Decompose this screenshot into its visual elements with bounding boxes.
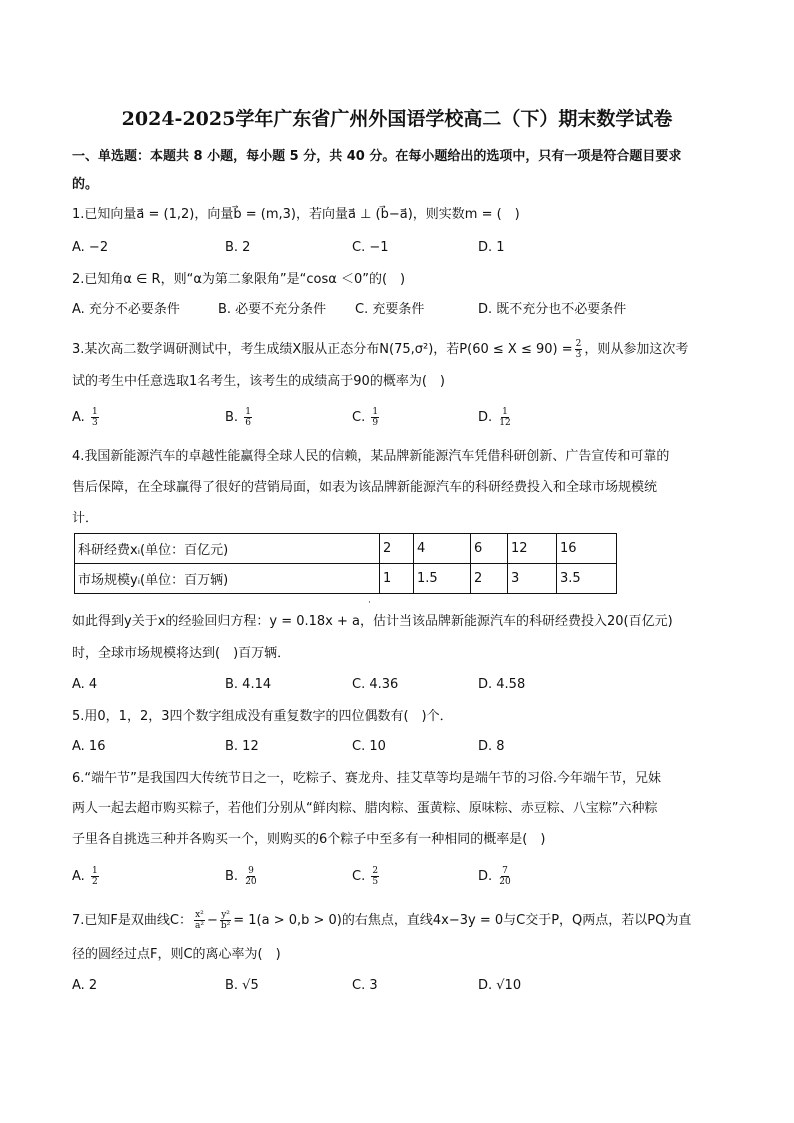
fraction-numerator: 7 — [502, 866, 508, 876]
fraction-denominator: 20 — [245, 877, 257, 887]
minus-sign: − — [206, 913, 218, 928]
question-4-text-line2: 售后保障，在全球赢得了很好的营销局面，如表为该品牌新能源汽车的科研经费投入和全球市场规模统 — [72, 480, 658, 495]
question-2-option-b: B. 必要不充分条件 — [218, 302, 327, 317]
question-4-option-c: C. 4.36 — [352, 677, 399, 692]
question-5-option-a: A. 16 — [72, 739, 106, 754]
fraction-numerator: 1 — [91, 407, 98, 417]
table-row — [75, 534, 617, 564]
fraction-numerator: 1 — [502, 407, 508, 417]
question-7-text-part2: = 1(a > 0,b > 0)的右焦点，直线4x−3y = 0与C交于P，Q两点，若以PQ为直 — [233, 913, 692, 928]
question-2-option-d: D. 既不充分也不必要条件 — [478, 302, 627, 317]
question-2-text: 2.已知角α ∈ R，则“α为第二象限角”是“cosα ＜0”的( ) — [72, 272, 406, 287]
section-heading: 一、单选题：本题共 8 小题，每小题 5 分，共 40 分。在每小题给出的选项中，只有一项是符合题目要求 — [72, 149, 682, 164]
fraction-denominator: b² — [220, 921, 231, 931]
question-3-fraction — [575, 339, 583, 360]
data-table — [74, 533, 617, 594]
question-2-option-a: A. 充分不必要条件 — [72, 302, 180, 317]
question-4-option-b: B. 4.14 — [225, 677, 272, 692]
option-fraction — [498, 407, 511, 428]
question-6-text-line2: 两人一起去超市购买粽子，若他们分别从“鲜肉粽、腊肉粽、蛋黄粽、原味粽、赤豆粽、八宝粽”六种粽 — [72, 801, 658, 816]
question-4-option-a: A. 4 — [72, 677, 98, 692]
question-3-text-line2: 试的考生中任意选取1名考生，该考生的成绩高于90的概率为( ) — [72, 374, 445, 389]
fraction-numerator: x² — [195, 910, 204, 920]
question-5-text: 5.用0，1，2，3四个数字组成没有重复数字的四位偶数有( )个． — [72, 709, 453, 724]
option-label: A. — [72, 410, 85, 425]
option-fraction — [371, 407, 379, 428]
question-6-text-line1: 6.“端午节”是我国四大传统节日之一，吃粽子、赛龙舟、挂艾草等均是端午节的习俗.今年端午节，兄妹 — [72, 771, 662, 786]
option-fraction — [244, 866, 257, 887]
fraction-denominator: 3 — [575, 350, 582, 360]
question-6-text-line3: 子里各自挑选三种并各购买一个，则购买的6个粽子中至多有一种相同的概率是( ) — [72, 832, 546, 847]
question-3-option-a — [72, 407, 101, 428]
option-label: D. — [478, 410, 493, 425]
table-cell: 12 — [508, 534, 557, 564]
question-1-option-a: A. −2 — [72, 240, 109, 255]
question-6-option-c — [352, 866, 381, 887]
fraction-numerator: y² — [221, 910, 230, 920]
question-5-option-d: D. 8 — [478, 739, 505, 754]
option-fraction — [244, 407, 252, 428]
question-1-option-c: C. −1 — [352, 240, 389, 255]
fraction-denominator: 9 — [372, 418, 379, 428]
section-heading-cont: 的。 — [72, 177, 99, 192]
option-label: C. — [352, 869, 366, 884]
option-fraction — [91, 407, 99, 428]
option-fraction — [91, 866, 99, 887]
question-4-text-line5: 时，全球市场规模将达到( )百万辆． — [72, 646, 291, 661]
fraction-numerator: 1 — [245, 407, 251, 417]
question-2-option-c: C. 充要条件 — [355, 302, 425, 317]
option-label: D. — [478, 869, 493, 884]
table-cell: 6 — [471, 534, 508, 564]
fraction-denominator: 6 — [245, 418, 251, 428]
table-cell: 4 — [414, 534, 471, 564]
row-header: 市场规模yᵢ(单位：百万辆) — [75, 564, 380, 594]
question-6-option-b — [225, 866, 260, 887]
option-label: C. — [352, 410, 366, 425]
table-cell: 1 — [380, 564, 414, 594]
question-7-text-part1: 7.已知F是双曲线C： — [72, 913, 192, 928]
option-fraction — [498, 866, 511, 887]
option-label: B. — [225, 410, 239, 425]
hyperbola-fraction-y — [220, 910, 231, 931]
table-footnote-dot: · — [368, 598, 371, 608]
question-3-text — [72, 339, 688, 360]
question-5-option-b: B. 12 — [225, 739, 259, 754]
fraction-denominator: 3 — [91, 418, 98, 428]
question-3-text-part1: 3.某次高二数学调研测试中，考生成绩X服从正态分布N(75,σ²)，若P(60 ≤ X ≤ 90) = — [72, 342, 573, 357]
fraction-numerator: 9 — [248, 866, 254, 876]
question-4-option-d: D. 4.58 — [478, 677, 526, 692]
page-title: 2024-2025学年广东省广州外国语学校高二（下）期末数学试卷 — [121, 108, 673, 130]
fraction-denominator: 5 — [372, 877, 379, 887]
question-7-option-a: A. 2 — [72, 978, 98, 993]
table-cell: 2 — [471, 564, 508, 594]
question-4-text-line4: 如此得到y关于x的经验回归方程：y = 0.18x + a，估计当该品牌新能源汽车的科研经费投入20(百亿元) — [72, 614, 673, 629]
question-5-option-c: C. 10 — [352, 739, 386, 754]
fraction-denominator: a² — [194, 921, 204, 931]
question-4-text-line3: 计． — [72, 511, 99, 526]
table-row — [75, 564, 617, 594]
table-cell: 2 — [380, 534, 414, 564]
question-1-option-d: D. 1 — [478, 240, 505, 255]
question-3-option-d — [478, 407, 514, 428]
question-6-option-a — [72, 866, 101, 887]
question-1-text: 1.已知向量a⃗ = (1,2)，向量b⃗ = (m,3)，若向量a⃗ ⊥ (b⃗−a⃗)，则实数m = ( ) — [72, 207, 520, 222]
question-1-option-b: B. 2 — [225, 240, 251, 255]
table-cell: 16 — [557, 534, 617, 564]
fraction-numerator: 1 — [372, 407, 379, 417]
table-cell: 3 — [508, 564, 557, 594]
fraction-denominator: 20 — [499, 877, 511, 887]
fraction-numerator: 2 — [372, 866, 379, 876]
question-3-text-part2: ，则从参加这次考 — [584, 342, 689, 357]
question-7-option-d: D. √10 — [478, 978, 522, 993]
option-label: A. — [72, 869, 85, 884]
option-fraction — [371, 866, 379, 887]
hyperbola-fraction-x — [194, 910, 205, 931]
question-7-option-b: B. √5 — [225, 978, 259, 993]
table-cell: 3.5 — [557, 564, 617, 594]
fraction-numerator: 2 — [575, 339, 582, 349]
question-3-option-b — [225, 407, 254, 428]
table-cell: 1.5 — [414, 564, 471, 594]
row-header: 科研经费xᵢ(单位：百亿元) — [75, 534, 380, 564]
question-3-option-c — [352, 407, 381, 428]
fraction-denominator: 12 — [499, 418, 511, 428]
fraction-numerator: 1 — [91, 866, 98, 876]
fraction-denominator: 2 — [91, 877, 98, 887]
question-4-text-line1: 4.我国新能源汽车的卓越性能赢得全球人民的信赖，某品牌新能源汽车凭借科研创新、广告宣传和可靠的 — [72, 449, 670, 464]
question-7-text — [72, 910, 691, 931]
question-7-option-c: C. 3 — [352, 978, 378, 993]
question-6-option-d — [478, 866, 514, 887]
question-7-text-line2: 径的圆经过点F，则C的离心率为( ) — [72, 947, 281, 962]
option-label: B. — [225, 869, 239, 884]
